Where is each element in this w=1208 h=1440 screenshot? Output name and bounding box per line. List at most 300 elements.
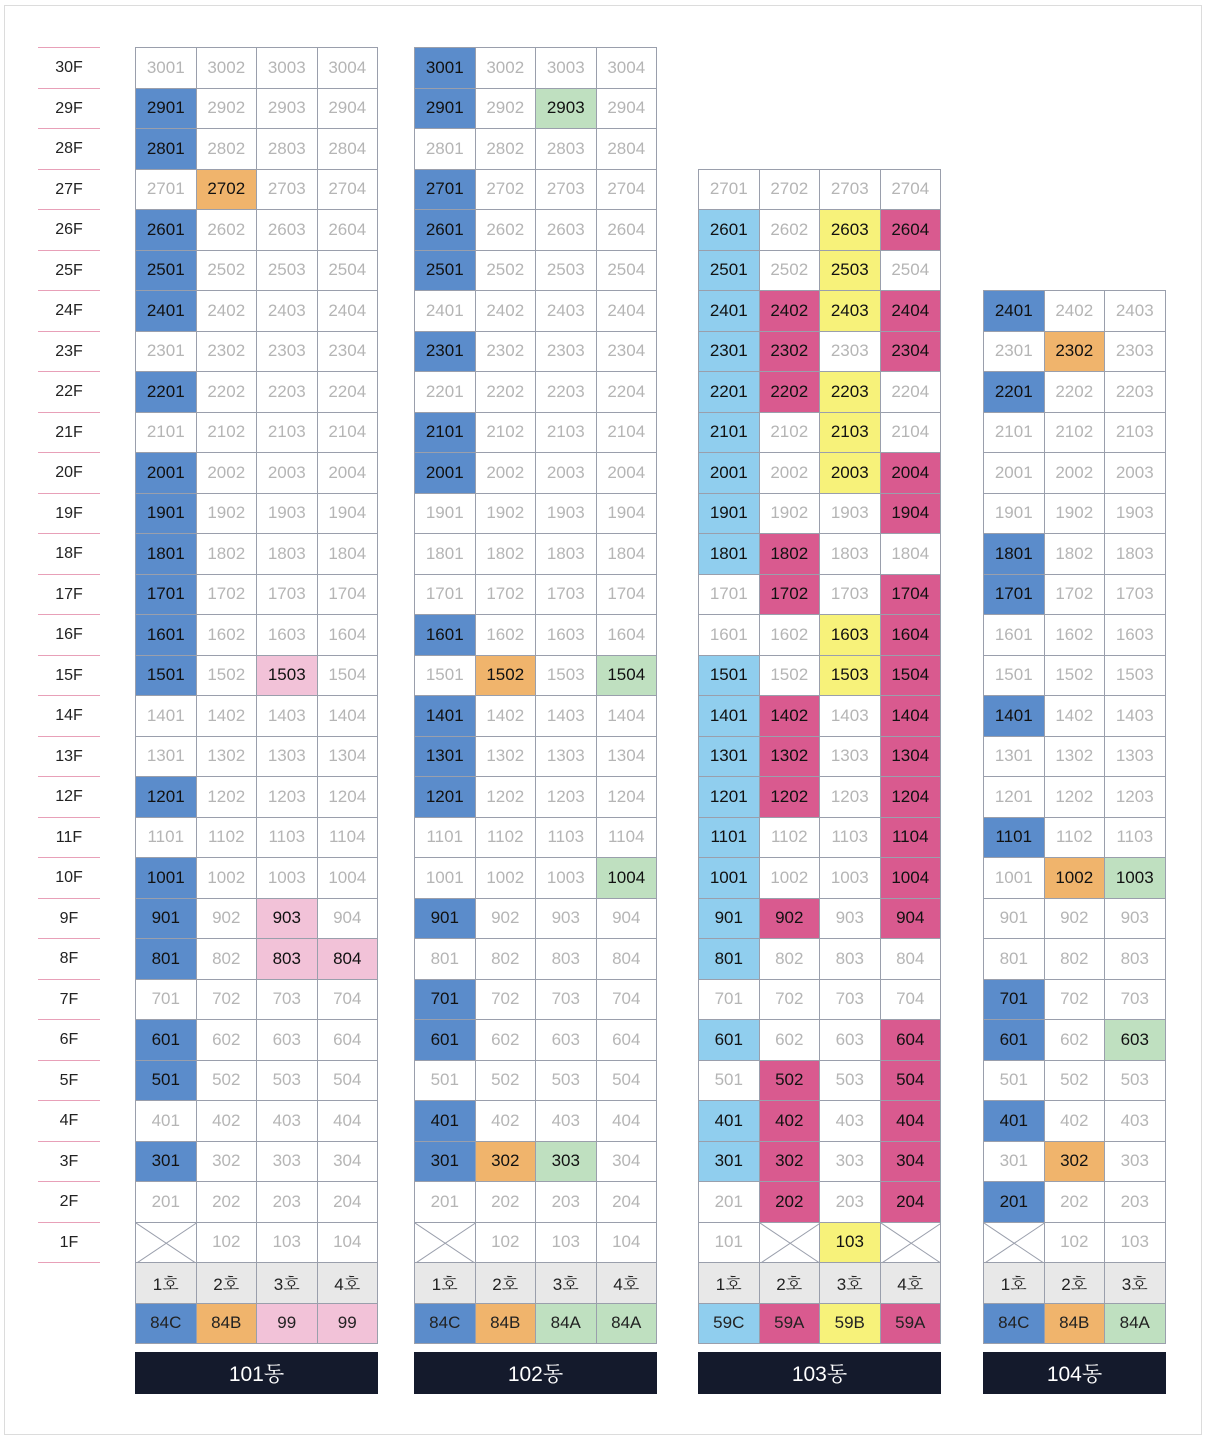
unit-cell: 2903 xyxy=(535,88,597,130)
unit-cell: 1704 xyxy=(596,574,658,616)
unit-cell: 703 xyxy=(1104,979,1166,1021)
unit-cell: 2603 xyxy=(535,209,597,251)
unit-cell: 701 xyxy=(135,979,197,1021)
floor-label: 10F xyxy=(38,857,100,898)
unit-cell: 303 xyxy=(1104,1141,1166,1183)
unit-cell: 1801 xyxy=(698,533,760,575)
unit-cell: 2602 xyxy=(196,209,258,251)
floor-label: 11F xyxy=(38,817,100,858)
unit-cell: 904 xyxy=(880,898,942,940)
unit-cell: 2901 xyxy=(414,88,476,130)
unit-cell: 404 xyxy=(596,1100,658,1142)
unit-cell: 1302 xyxy=(1044,736,1106,778)
unit-cell: 2603 xyxy=(256,209,318,251)
unit-cell: 1001 xyxy=(135,857,197,899)
unit-cell: 2503 xyxy=(535,250,597,292)
unit-cell: 304 xyxy=(317,1141,379,1183)
unit-cell: 1403 xyxy=(535,695,597,737)
unit-cell: 2501 xyxy=(698,250,760,292)
unit-cell: 1404 xyxy=(596,695,658,737)
unit-cell: 104 xyxy=(596,1222,658,1264)
unit-cell: 802 xyxy=(759,938,821,980)
unit-cell: 1202 xyxy=(196,776,258,818)
unit-cell: 2504 xyxy=(880,250,942,292)
unit-cell: 2702 xyxy=(759,169,821,211)
unit-cell: 1503 xyxy=(256,655,318,697)
unit-cell: 1402 xyxy=(196,695,258,737)
unit-cell: 303 xyxy=(256,1141,318,1183)
unit-cell: 202 xyxy=(475,1181,537,1223)
unit-cell: 1703 xyxy=(819,574,881,616)
unit-cell: 1602 xyxy=(475,614,537,656)
unit-cell: 2002 xyxy=(759,452,821,494)
unit-cell: 2003 xyxy=(535,452,597,494)
unit-cell: 1402 xyxy=(759,695,821,737)
unit-cell: 302 xyxy=(759,1141,821,1183)
unit-line-header: 4호 xyxy=(317,1262,379,1304)
unit-cell: 2003 xyxy=(256,452,318,494)
unit-cell: 2802 xyxy=(475,128,537,170)
unit-cell: 902 xyxy=(475,898,537,940)
unit-cell: 201 xyxy=(698,1181,760,1223)
unit-cell: 1201 xyxy=(983,776,1045,818)
unit-cell: 2001 xyxy=(135,452,197,494)
unit-cell: 301 xyxy=(983,1141,1045,1183)
unit-cell: 303 xyxy=(535,1141,597,1183)
unit-cell: 2004 xyxy=(596,452,658,494)
unit-cell: 1402 xyxy=(1044,695,1106,737)
unit-line-header: 3호 xyxy=(256,1262,318,1304)
unit-cell: 1804 xyxy=(880,533,942,575)
unit-type-cell: 99 xyxy=(317,1303,379,1345)
unit-cell: 2001 xyxy=(414,452,476,494)
unit-cell: 1401 xyxy=(698,695,760,737)
unit-cell: 1603 xyxy=(819,614,881,656)
unit-cell: 1702 xyxy=(475,574,537,616)
unit-cell: 2103 xyxy=(1104,412,1166,454)
unit-cell: 1801 xyxy=(983,533,1045,575)
unit-cell: 1403 xyxy=(256,695,318,737)
unit-cell: 103 xyxy=(535,1222,597,1264)
unit-cell: 1702 xyxy=(196,574,258,616)
unit-cell: 2404 xyxy=(317,290,379,332)
unit-cell: 2402 xyxy=(759,290,821,332)
unit-cell: 2101 xyxy=(698,412,760,454)
unit-cell: 1803 xyxy=(819,533,881,575)
unit-cell: 203 xyxy=(819,1181,881,1223)
unit-cell: 1503 xyxy=(819,655,881,697)
unit-cell: 2604 xyxy=(596,209,658,251)
unit-cell: 704 xyxy=(317,979,379,1021)
unit-cell: 1501 xyxy=(698,655,760,697)
unit-cell: 801 xyxy=(135,938,197,980)
unit-cell: 202 xyxy=(196,1181,258,1223)
unit-cell: 2601 xyxy=(135,209,197,251)
unit-cell: 904 xyxy=(596,898,658,940)
unit-cell: 1003 xyxy=(535,857,597,899)
unit-cell: 2504 xyxy=(596,250,658,292)
unit-cell: 703 xyxy=(819,979,881,1021)
unit-cell: 2003 xyxy=(819,452,881,494)
unit-cell: 2103 xyxy=(256,412,318,454)
unit-cell: 2201 xyxy=(135,371,197,413)
unit-cell: 2802 xyxy=(196,128,258,170)
unit-cell: 502 xyxy=(759,1060,821,1102)
unit-cell: 1604 xyxy=(880,614,942,656)
unit-cell: 1202 xyxy=(475,776,537,818)
unit-cell: 1902 xyxy=(196,493,258,535)
unit-cell: 1303 xyxy=(256,736,318,778)
unit-cell: 1903 xyxy=(1104,493,1166,535)
unit-cell: 1603 xyxy=(256,614,318,656)
unit-type-cell: 59A xyxy=(880,1303,942,1345)
unit-line-header: 4호 xyxy=(880,1262,942,1304)
unit-cell: 3003 xyxy=(256,47,318,89)
unit-cell: 1903 xyxy=(256,493,318,535)
unit-cell: 803 xyxy=(819,938,881,980)
unit-cell: 2204 xyxy=(880,371,942,413)
unit-cell: 2001 xyxy=(698,452,760,494)
unit-cell: 1001 xyxy=(414,857,476,899)
unit-cell: 2902 xyxy=(475,88,537,130)
unit-cell: 1301 xyxy=(983,736,1045,778)
unit-cell: 1903 xyxy=(819,493,881,535)
unit-cell: 2202 xyxy=(1044,371,1106,413)
unit-cell: 301 xyxy=(135,1141,197,1183)
floor-label: 17F xyxy=(38,574,100,615)
unit-cell: 2201 xyxy=(698,371,760,413)
unit-cell: 1201 xyxy=(414,776,476,818)
floor-label: 16F xyxy=(38,614,100,655)
unit-cell: 502 xyxy=(475,1060,537,1102)
unit-cell: 2403 xyxy=(535,290,597,332)
unit-cell: 2804 xyxy=(596,128,658,170)
unit-cell: 302 xyxy=(196,1141,258,1183)
unit-cell: 1603 xyxy=(1104,614,1166,656)
unit-cell: 801 xyxy=(698,938,760,980)
unit-cell: 1102 xyxy=(759,817,821,859)
unit-cell: 801 xyxy=(414,938,476,980)
unit-cell: 2102 xyxy=(475,412,537,454)
unit-cell: 304 xyxy=(596,1141,658,1183)
unit-cell: 2901 xyxy=(135,88,197,130)
unit-cell: 802 xyxy=(475,938,537,980)
unit-cell: 2201 xyxy=(414,371,476,413)
unit-cell: 1401 xyxy=(135,695,197,737)
unit-cell: 1301 xyxy=(135,736,197,778)
unit-cell: 1301 xyxy=(698,736,760,778)
unit-cell: 504 xyxy=(596,1060,658,1102)
unit-cell: 901 xyxy=(135,898,197,940)
unit-cell: 2904 xyxy=(596,88,658,130)
unit-cell: 2101 xyxy=(414,412,476,454)
unit-line-header: 4호 xyxy=(596,1262,658,1304)
floor-label: 22F xyxy=(38,371,100,412)
unit-cell: 1101 xyxy=(698,817,760,859)
unit-cell: 2203 xyxy=(1104,371,1166,413)
unit-cell: 303 xyxy=(819,1141,881,1183)
unit-cell: 2104 xyxy=(880,412,942,454)
unit-cell: 2502 xyxy=(475,250,537,292)
unit-cell: 204 xyxy=(596,1181,658,1223)
unit-cell: 1403 xyxy=(1104,695,1166,737)
unit-cell: 2704 xyxy=(317,169,379,211)
floor-label: 2F xyxy=(38,1181,100,1222)
unit-cell: 1803 xyxy=(535,533,597,575)
unit-cell: 1201 xyxy=(135,776,197,818)
unit-cell: 401 xyxy=(414,1100,476,1142)
floor-label: 13F xyxy=(38,736,100,777)
unit-cell: 1104 xyxy=(880,817,942,859)
unit-cell: 2003 xyxy=(1104,452,1166,494)
unit-cell: 2403 xyxy=(819,290,881,332)
unit-cell: 2401 xyxy=(983,290,1045,332)
unit-cell: 1203 xyxy=(256,776,318,818)
unit-cell: 2602 xyxy=(759,209,821,251)
unit-cell: 1901 xyxy=(698,493,760,535)
unit-cell: 1303 xyxy=(1104,736,1166,778)
unit-cell: 1703 xyxy=(535,574,597,616)
unit-cell: 1001 xyxy=(698,857,760,899)
unit-cell: 903 xyxy=(819,898,881,940)
unit-cell: 1104 xyxy=(317,817,379,859)
unit-cell: 1604 xyxy=(317,614,379,656)
unit-line-header: 2호 xyxy=(759,1262,821,1304)
unit-cell: 1703 xyxy=(1104,574,1166,616)
unit-cell: 503 xyxy=(1104,1060,1166,1102)
unit-cell: 1204 xyxy=(880,776,942,818)
unit-type-cell: 84A xyxy=(596,1303,658,1345)
unit-cell: 403 xyxy=(256,1100,318,1142)
unit-cell: 703 xyxy=(256,979,318,1021)
unit-cell: 702 xyxy=(759,979,821,1021)
unit-cell: 903 xyxy=(1104,898,1166,940)
unit-cell: 603 xyxy=(256,1019,318,1061)
unit-cell: 2301 xyxy=(135,331,197,373)
unit-cell: 701 xyxy=(983,979,1045,1021)
unit-cell: 601 xyxy=(135,1019,197,1061)
unit-cell: 1601 xyxy=(983,614,1045,656)
unit-cell: 2402 xyxy=(196,290,258,332)
unit-cell: 2101 xyxy=(983,412,1045,454)
unit-cell: 2402 xyxy=(475,290,537,332)
no-unit-cell xyxy=(759,1222,821,1264)
unit-cell: 1501 xyxy=(414,655,476,697)
unit-type-cell: 84A xyxy=(1104,1303,1166,1345)
unit-cell: 1904 xyxy=(317,493,379,535)
unit-cell: 901 xyxy=(983,898,1045,940)
unit-cell: 2502 xyxy=(196,250,258,292)
unit-cell: 501 xyxy=(983,1060,1045,1102)
unit-type-cell: 99 xyxy=(256,1303,318,1345)
floor-label: 5F xyxy=(38,1060,100,1101)
unit-cell: 2703 xyxy=(819,169,881,211)
unit-cell: 2803 xyxy=(535,128,597,170)
unit-cell: 1502 xyxy=(196,655,258,697)
unit-cell: 1501 xyxy=(135,655,197,697)
unit-cell: 901 xyxy=(698,898,760,940)
unit-cell: 2202 xyxy=(475,371,537,413)
unit-cell: 202 xyxy=(759,1181,821,1223)
unit-line-header: 1호 xyxy=(414,1262,476,1304)
unit-cell: 1403 xyxy=(819,695,881,737)
unit-cell: 503 xyxy=(535,1060,597,1102)
unit-cell: 2203 xyxy=(535,371,597,413)
unit-cell: 1904 xyxy=(880,493,942,535)
unit-cell: 601 xyxy=(983,1019,1045,1061)
unit-cell: 1103 xyxy=(535,817,597,859)
floor-label: 12F xyxy=(38,776,100,817)
unit-type-cell: 84B xyxy=(475,1303,537,1345)
unit-cell: 401 xyxy=(698,1100,760,1142)
unit-cell: 2102 xyxy=(1044,412,1106,454)
unit-cell: 104 xyxy=(317,1222,379,1264)
unit-cell: 1203 xyxy=(535,776,597,818)
unit-cell: 2204 xyxy=(596,371,658,413)
unit-cell: 204 xyxy=(880,1181,942,1223)
unit-cell: 1501 xyxy=(983,655,1045,697)
unit-cell: 301 xyxy=(698,1141,760,1183)
no-unit-cell xyxy=(880,1222,942,1264)
unit-cell: 902 xyxy=(196,898,258,940)
unit-cell: 2603 xyxy=(819,209,881,251)
unit-cell: 1804 xyxy=(317,533,379,575)
unit-cell: 1301 xyxy=(414,736,476,778)
unit-cell: 503 xyxy=(819,1060,881,1102)
unit-cell: 404 xyxy=(317,1100,379,1142)
unit-cell: 501 xyxy=(698,1060,760,1102)
unit-cell: 201 xyxy=(135,1181,197,1223)
unit-cell: 2303 xyxy=(1104,331,1166,373)
floor-label: 14F xyxy=(38,695,100,736)
unit-cell: 1002 xyxy=(475,857,537,899)
unit-cell: 203 xyxy=(535,1181,597,1223)
unit-cell: 1302 xyxy=(475,736,537,778)
unit-cell: 903 xyxy=(535,898,597,940)
unit-cell: 1802 xyxy=(475,533,537,575)
unit-cell: 1103 xyxy=(256,817,318,859)
unit-cell: 701 xyxy=(414,979,476,1021)
unit-type-cell: 84C xyxy=(135,1303,197,1345)
unit-cell: 203 xyxy=(1104,1181,1166,1223)
unit-type-cell: 84B xyxy=(1044,1303,1106,1345)
unit-cell: 2303 xyxy=(819,331,881,373)
unit-type-cell: 59B xyxy=(819,1303,881,1345)
unit-cell: 1202 xyxy=(1044,776,1106,818)
unit-cell: 1902 xyxy=(1044,493,1106,535)
unit-cell: 1101 xyxy=(135,817,197,859)
floor-label: 19F xyxy=(38,493,100,534)
unit-cell: 2803 xyxy=(256,128,318,170)
unit-cell: 1702 xyxy=(1044,574,1106,616)
unit-cell: 1102 xyxy=(196,817,258,859)
unit-cell: 2502 xyxy=(759,250,821,292)
unit-cell: 2801 xyxy=(135,128,197,170)
unit-cell: 1402 xyxy=(475,695,537,737)
unit-cell: 1901 xyxy=(414,493,476,535)
unit-cell: 2204 xyxy=(317,371,379,413)
unit-cell: 1901 xyxy=(983,493,1045,535)
unit-cell: 603 xyxy=(819,1019,881,1061)
unit-cell: 501 xyxy=(135,1060,197,1102)
unit-cell: 1802 xyxy=(1044,533,1106,575)
unit-cell: 3001 xyxy=(135,47,197,89)
unit-cell: 1704 xyxy=(880,574,942,616)
unit-line-header: 1호 xyxy=(698,1262,760,1304)
unit-cell: 1904 xyxy=(596,493,658,535)
unit-cell: 1401 xyxy=(983,695,1045,737)
unit-type-cell: 84A xyxy=(535,1303,597,1345)
unit-cell: 2604 xyxy=(880,209,942,251)
unit-cell: 1601 xyxy=(135,614,197,656)
unit-cell: 402 xyxy=(1044,1100,1106,1142)
unit-cell: 2304 xyxy=(880,331,942,373)
unit-cell: 2304 xyxy=(596,331,658,373)
unit-cell: 1302 xyxy=(759,736,821,778)
unit-cell: 2601 xyxy=(414,209,476,251)
unit-cell: 502 xyxy=(196,1060,258,1102)
unit-cell: 103 xyxy=(819,1222,881,1264)
floor-label: 24F xyxy=(38,290,100,331)
unit-cell: 3001 xyxy=(414,47,476,89)
unit-cell: 2804 xyxy=(317,128,379,170)
unit-cell: 1003 xyxy=(1104,857,1166,899)
unit-cell: 402 xyxy=(196,1100,258,1142)
unit-cell: 1701 xyxy=(698,574,760,616)
unit-cell: 1903 xyxy=(535,493,597,535)
unit-cell: 2002 xyxy=(475,452,537,494)
unit-cell: 1303 xyxy=(819,736,881,778)
unit-cell: 2401 xyxy=(135,290,197,332)
unit-cell: 901 xyxy=(414,898,476,940)
unit-cell: 1803 xyxy=(256,533,318,575)
unit-cell: 902 xyxy=(759,898,821,940)
floor-label: 7F xyxy=(38,979,100,1020)
unit-cell: 1203 xyxy=(1104,776,1166,818)
unit-cell: 201 xyxy=(983,1181,1045,1223)
unit-cell: 1704 xyxy=(317,574,379,616)
unit-cell: 904 xyxy=(317,898,379,940)
unit-cell: 803 xyxy=(535,938,597,980)
building-102-label: 102동 xyxy=(414,1352,657,1394)
unit-cell: 704 xyxy=(596,979,658,1021)
unit-cell: 2801 xyxy=(414,128,476,170)
unit-cell: 1504 xyxy=(596,655,658,697)
unit-cell: 1601 xyxy=(414,614,476,656)
unit-cell: 401 xyxy=(135,1100,197,1142)
unit-cell: 2302 xyxy=(196,331,258,373)
unit-cell: 1103 xyxy=(1104,817,1166,859)
floor-label: 29F xyxy=(38,88,100,129)
unit-cell: 2203 xyxy=(819,371,881,413)
unit-line-header: 1호 xyxy=(135,1262,197,1304)
unit-cell: 103 xyxy=(256,1222,318,1264)
unit-cell: 201 xyxy=(414,1181,476,1223)
unit-cell: 1401 xyxy=(414,695,476,737)
unit-cell: 704 xyxy=(880,979,942,1021)
unit-cell: 1802 xyxy=(759,533,821,575)
unit-cell: 404 xyxy=(880,1100,942,1142)
unit-cell: 1801 xyxy=(135,533,197,575)
unit-cell: 2302 xyxy=(1044,331,1106,373)
unit-cell: 2503 xyxy=(819,250,881,292)
unit-cell: 1502 xyxy=(1044,655,1106,697)
unit-cell: 603 xyxy=(1104,1019,1166,1061)
unit-cell: 702 xyxy=(1044,979,1106,1021)
unit-cell: 2202 xyxy=(196,371,258,413)
unit-cell: 2601 xyxy=(698,209,760,251)
unit-cell: 101 xyxy=(698,1222,760,1264)
